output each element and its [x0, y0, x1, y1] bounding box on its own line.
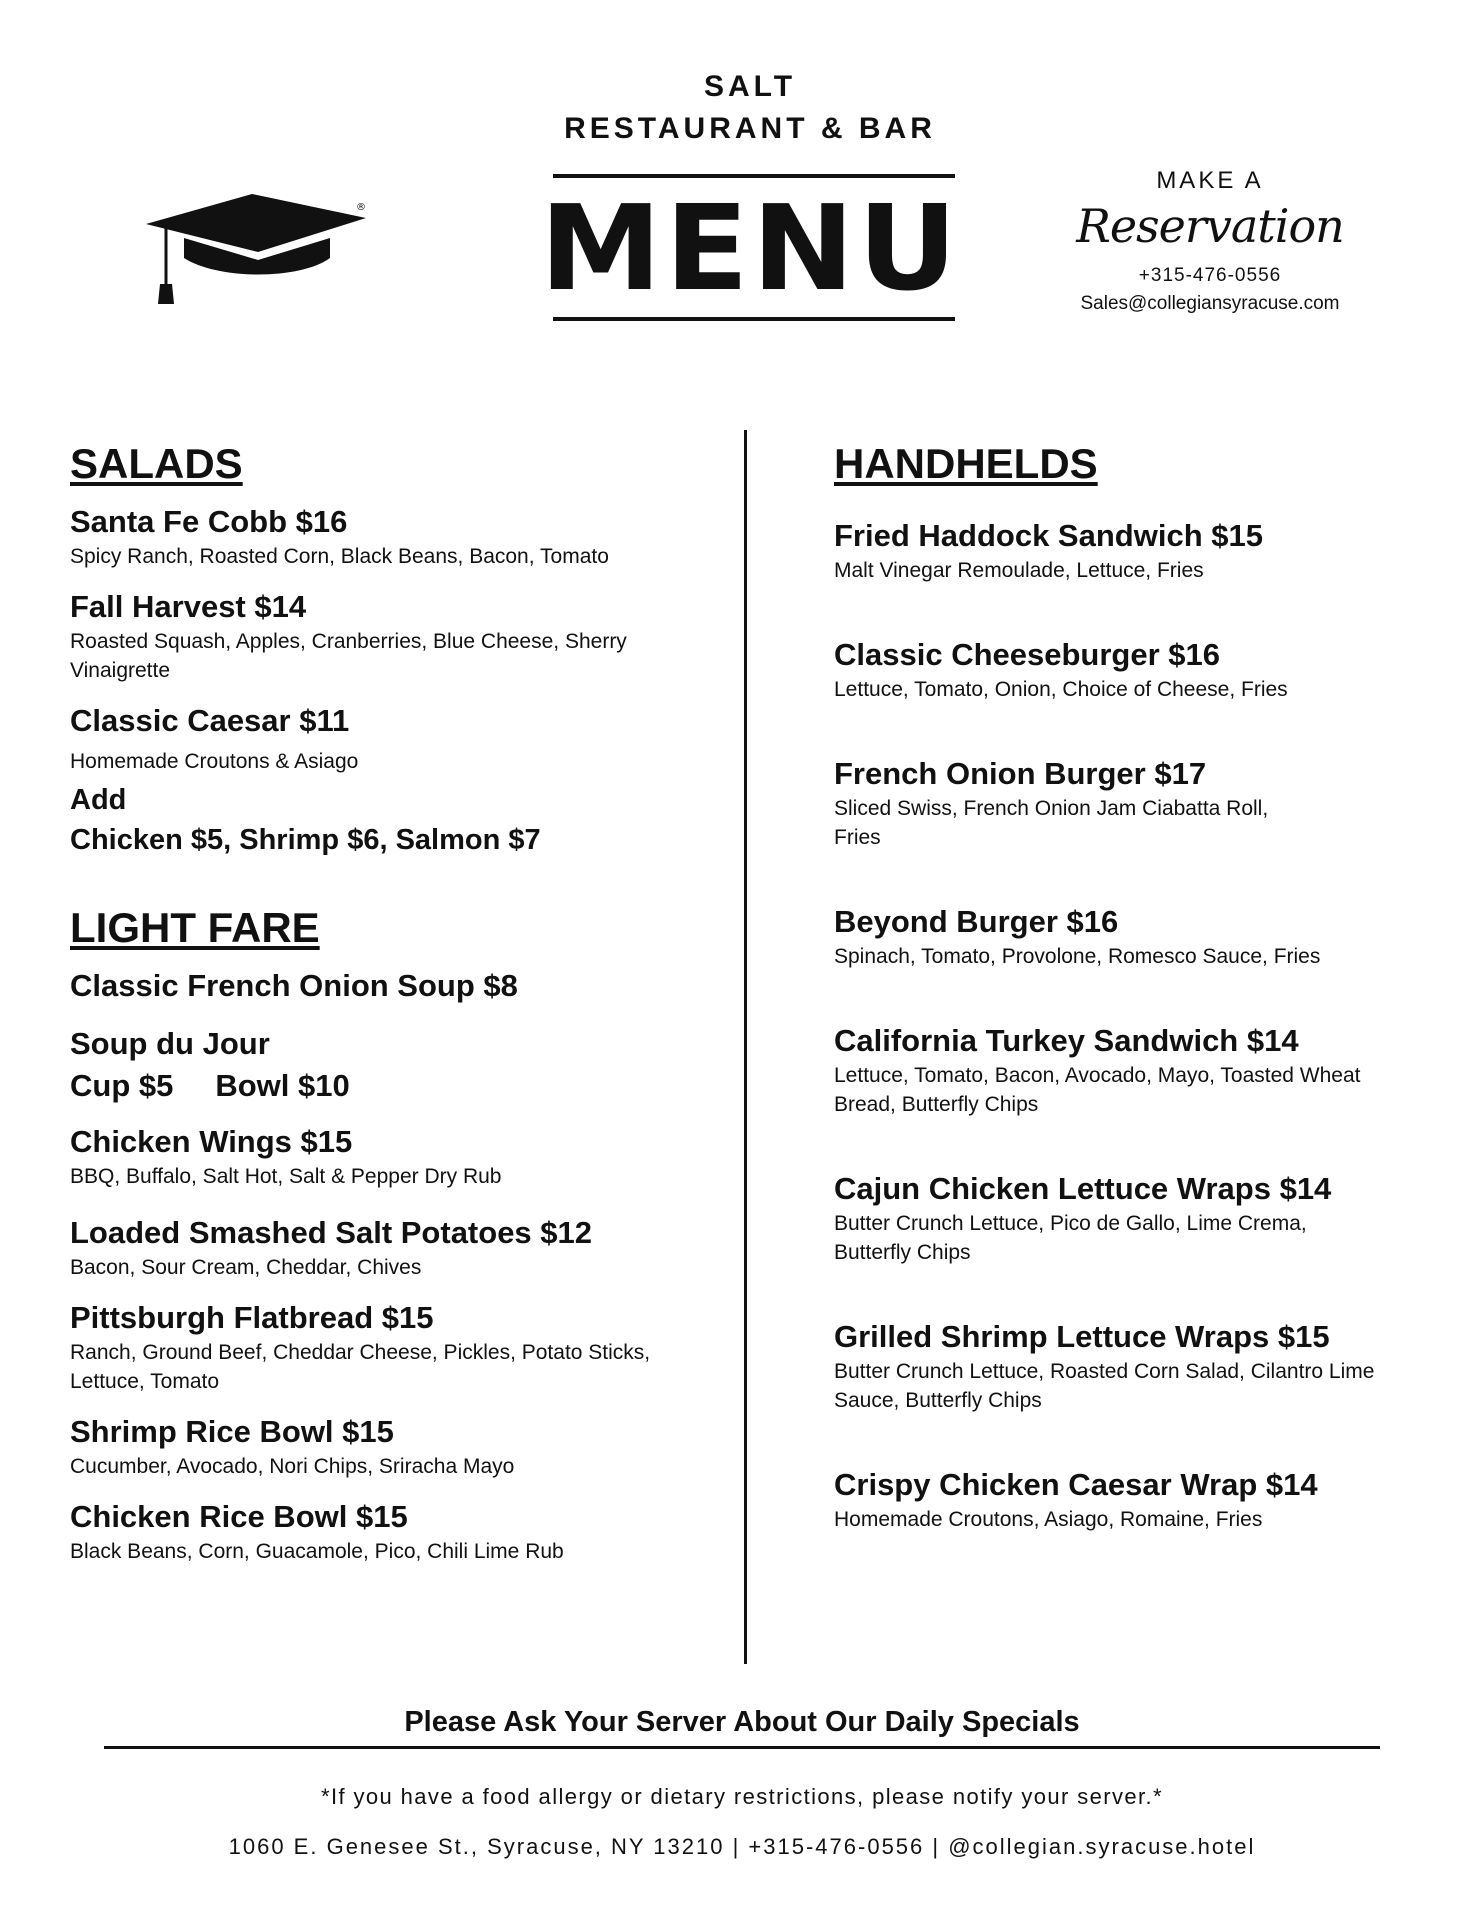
item-name: Soup du Jour	[70, 1026, 270, 1061]
menu-item	[834, 635, 1444, 704]
item-name: Fall Harvest $14	[70, 589, 307, 624]
title-rule-bottom	[553, 317, 955, 321]
menu-item	[834, 754, 1444, 852]
item-name: Classic Cheeseburger $16	[834, 637, 1220, 672]
menu-item	[70, 701, 730, 776]
menu-item	[834, 1169, 1444, 1267]
menu-item	[834, 902, 1444, 971]
left-column	[70, 436, 730, 1582]
section-title-handhelds: HANDHELDS	[834, 440, 1098, 487]
reservation-script-label: Reservation	[1076, 199, 1344, 253]
item-name: Cajun Chicken Lettuce Wraps $14	[834, 1171, 1332, 1206]
item-description: Sliced Swiss, French Onion Jam Ciabatta Roll, Fries	[834, 797, 1269, 849]
menu-item	[70, 1213, 730, 1282]
item-description: Lettuce, Tomato, Onion, Choice of Cheese, Fries	[834, 678, 1288, 701]
registered-mark: ®	[356, 202, 366, 213]
menu-item	[70, 1298, 730, 1396]
item-name: Santa Fe Cobb $16	[70, 504, 348, 539]
reservation-make-label: MAKE A	[1156, 167, 1264, 194]
brand-name: SALT	[703, 70, 797, 103]
reservation-phone[interactable]: +315-476-0556	[1138, 265, 1282, 286]
item-description: Bacon, Sour Cream, Cheddar, Chives	[70, 1256, 422, 1279]
item-description: BBQ, Buffalo, Salt Hot, Salt & Pepper Dry Rub	[70, 1165, 502, 1188]
right-column	[834, 436, 1444, 1584]
menu-item	[70, 587, 730, 685]
salad-add-label: Add	[70, 784, 127, 816]
item-description: Homemade Croutons & Asiago	[70, 750, 359, 773]
menu-item	[834, 516, 1444, 585]
footer-rule	[104, 1746, 1380, 1749]
item-name: Shrimp Rice Bowl $15	[70, 1414, 394, 1449]
item-description: Homemade Croutons, Asiago, Romaine, Fries	[834, 1508, 1263, 1531]
brand-subtitle: RESTAURANT & BAR	[564, 112, 936, 145]
item-description: Ranch, Ground Beef, Cheddar Cheese, Pickles, Potato Sticks, Lettuce, Tomato	[70, 1341, 651, 1393]
soup-sizes	[70, 1064, 730, 1108]
item-description: Cucumber, Avocado, Nori Chips, Sriracha Mayo	[70, 1455, 515, 1478]
item-name: Grilled Shrimp Lettuce Wraps $15	[834, 1319, 1330, 1354]
daily-specials-note: Please Ask Your Server About Our Daily Specials	[404, 1706, 1080, 1738]
item-name: Fried Haddock Sandwich $15	[834, 518, 1263, 553]
footer-address: 1060 E. Genesee St., Syracuse, NY 13210 | +315-476-0556 | @collegian.syracuse.hotel	[228, 1834, 1256, 1859]
menu-item	[70, 1412, 730, 1481]
item-name: Loaded Smashed Salt Potatoes $12	[70, 1215, 593, 1250]
soup-bowl-price: Bowl $10	[215, 1068, 350, 1103]
item-description: Black Beans, Corn, Guacamole, Pico, Chili Lime Rub	[70, 1540, 564, 1563]
menu-item	[834, 1465, 1444, 1534]
item-name: Chicken Wings $15	[70, 1124, 353, 1159]
item-description: Roasted Squash, Apples, Cranberries, Blue Cheese, Sherry Vinaigrette	[70, 630, 627, 682]
item-description: Butter Crunch Lettuce, Roasted Corn Salad, Cilantro Lime Sauce, Butterfly Chips	[834, 1360, 1375, 1412]
page-title: MENU	[539, 179, 961, 317]
item-name: Classic Caesar $11	[70, 703, 350, 738]
item-description: Malt Vinegar Remoulade, Lettuce, Fries	[834, 559, 1204, 582]
menu-item	[834, 1317, 1444, 1415]
item-name: Classic French Onion Soup $8	[70, 968, 518, 1003]
menu-item	[70, 502, 730, 571]
column-divider	[744, 430, 747, 1664]
allergy-notice: *If you have a food allergy or dietary restrictions, please notify your server.*	[320, 1784, 1164, 1809]
menu-item	[70, 1497, 730, 1566]
section-title-light-fare: LIGHT FARE	[70, 904, 320, 951]
soup-cup-price: Cup $5	[70, 1068, 174, 1103]
item-name: French Onion Burger $17	[834, 756, 1207, 791]
menu-item	[834, 1021, 1444, 1119]
item-description: Spicy Ranch, Roasted Corn, Black Beans, Bacon, Tomato	[70, 545, 609, 568]
item-name: Pittsburgh Flatbread $15	[70, 1300, 434, 1335]
item-name: Chicken Rice Bowl $15	[70, 1499, 408, 1534]
reservation-block	[1070, 164, 1350, 318]
item-name: California Turkey Sandwich $14	[834, 1023, 1299, 1058]
item-name: Beyond Burger $16	[834, 904, 1119, 939]
item-description: Lettuce, Tomato, Bacon, Avocado, Mayo, Toasted Wheat Bread, Butterfly Chips	[834, 1064, 1361, 1116]
item-name: Crispy Chicken Caesar Wrap $14	[834, 1467, 1318, 1502]
salad-add-prices: Chicken $5, Shrimp $6, Salmon $7	[70, 824, 541, 856]
graduation-cap-icon	[140, 188, 380, 308]
item-description: Spinach, Tomato, Provolone, Romesco Sauce, Fries	[834, 945, 1321, 968]
section-title-salads: SALADS	[70, 440, 243, 487]
brand-block	[500, 66, 1000, 150]
menu-item	[70, 1122, 730, 1191]
reservation-email[interactable]: Sales@collegiansyracuse.com	[1080, 293, 1340, 314]
item-description: Butter Crunch Lettuce, Pico de Gallo, Lime Crema, Butterfly Chips	[834, 1212, 1307, 1264]
